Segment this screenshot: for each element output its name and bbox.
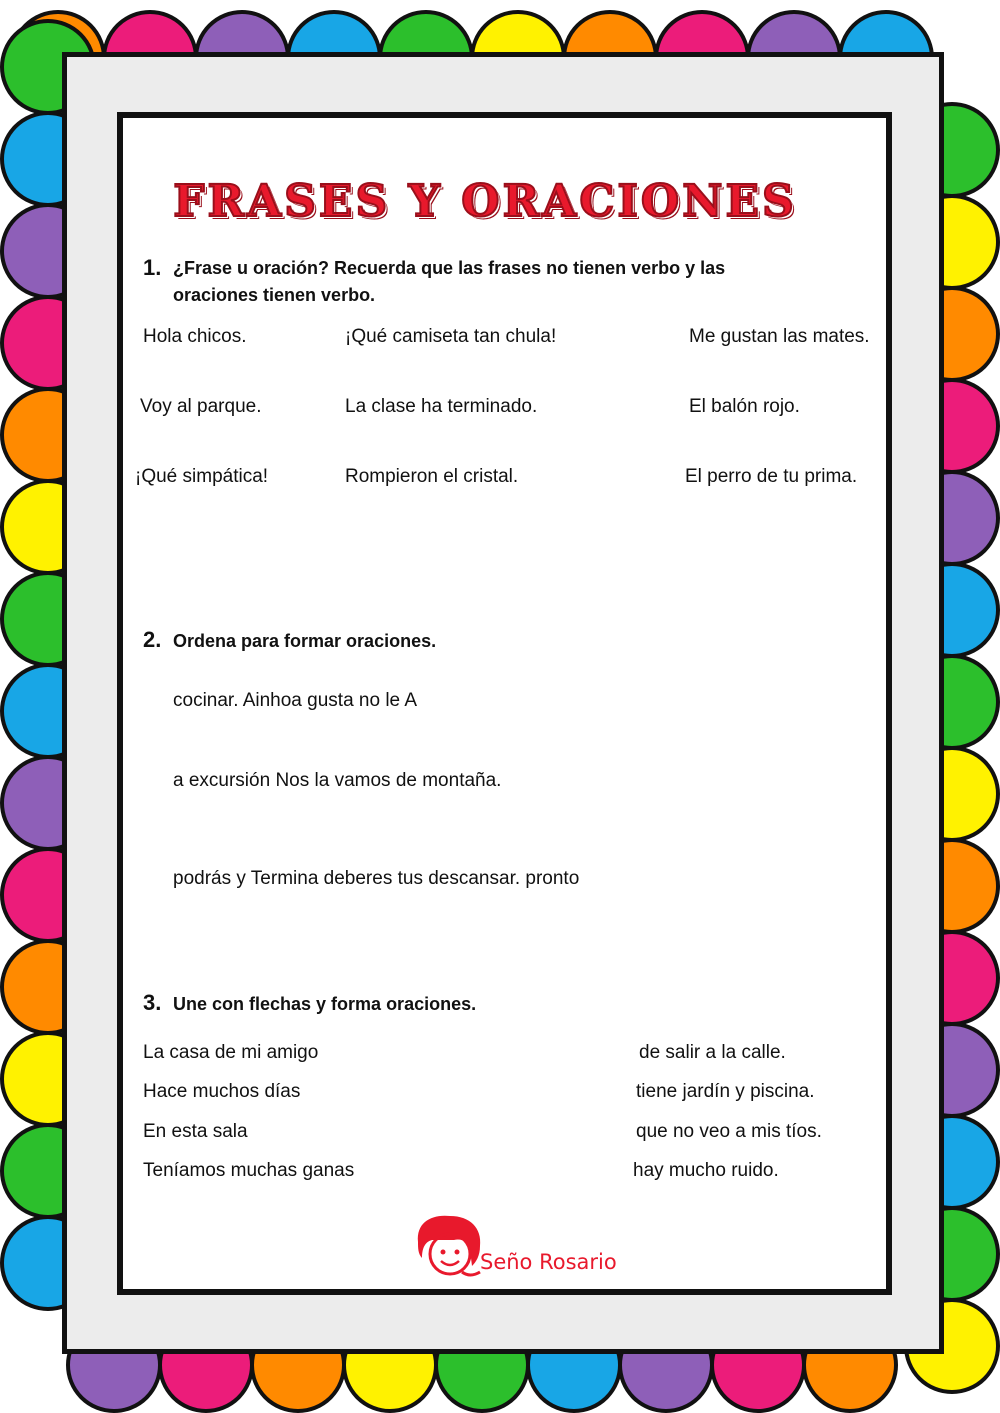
exercise-3-right-item: que no veo a mis tíos. xyxy=(636,1121,822,1142)
exercise-3-instruction: Une con flechas y forma oraciones. xyxy=(173,994,477,1014)
exercise-1-item: El perro de tu prima. xyxy=(685,466,858,487)
brand-name: Seño Rosario xyxy=(480,1250,617,1274)
exercise-1-instruction-line2: oraciones tienen verbo. xyxy=(173,285,376,305)
exercise-3-right-item: hay mucho ruido. xyxy=(633,1160,779,1181)
exercise-3-right-item: de salir a la calle. xyxy=(639,1042,786,1063)
exercise-2-item: podrás y Termina deberes tus descansar. pronto xyxy=(173,868,580,889)
exercise-2-item: cocinar. Ainhoa gusta no le A xyxy=(173,690,418,711)
exercise-3-number: 3. xyxy=(143,990,162,1015)
exercise-3-right-item: tiene jardín y piscina. xyxy=(636,1081,815,1102)
exercise-1-item: Rompieron el cristal. xyxy=(345,466,519,487)
page-title: FRASES Y ORACIONES xyxy=(173,176,797,227)
exercise-1-item: Hola chicos. xyxy=(143,326,247,347)
exercise-2-item: a excursión Nos la vamos de montaña. xyxy=(173,770,502,791)
exercise-2-instruction: Ordena para formar oraciones. xyxy=(173,631,437,651)
exercise-3-left-item: Teníamos muchas ganas xyxy=(143,1160,355,1181)
exercise-1-item: ¡Qué simpática! xyxy=(135,466,269,487)
exercise-1-item: La clase ha terminado. xyxy=(345,396,538,417)
exercise-1-item: Voy al parque. xyxy=(140,396,262,417)
exercise-1-item: Me gustan las mates. xyxy=(689,326,870,347)
exercise-2-number: 2. xyxy=(143,627,162,652)
exercise-3-left-item: La casa de mi amigo xyxy=(143,1042,319,1063)
exercise-3-left-item: En esta sala xyxy=(143,1121,248,1142)
exercise-1-item: ¡Qué camiseta tan chula! xyxy=(345,326,557,347)
exercise-3-left-item: Hace muchos días xyxy=(143,1081,301,1102)
exercise-1-item: El balón rojo. xyxy=(689,396,800,417)
exercise-1-number: 1. xyxy=(143,255,162,280)
exercise-1-instruction-line1: ¿Frase u oración? Recuerda que las frases no tienen verbo y las xyxy=(173,258,726,278)
